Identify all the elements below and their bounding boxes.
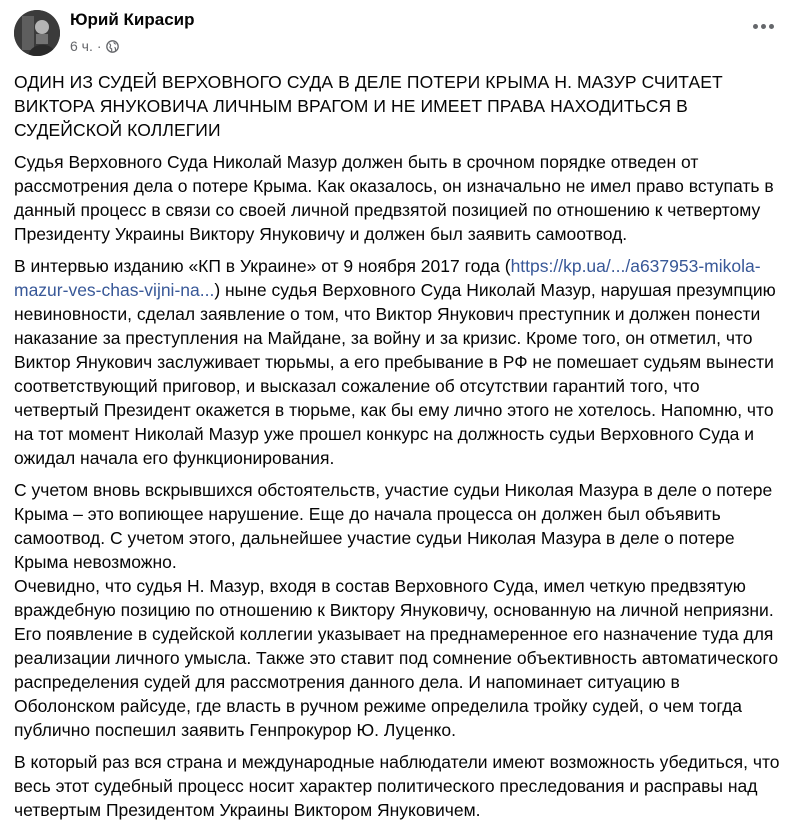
post-header — [14, 0, 784, 66]
article-link[interactable]: https://kp.ua/.../a637953-mikola-mazur-ves-chas-vijni-na... — [14, 256, 761, 300]
author-name[interactable]: Юрий Кирасир — [70, 10, 195, 29]
post-paragraph-4: Очевидно, что судья Н. Мазур, входя в состав Верховного Суда, имел четкую предвзятую враждебную позицию по отношению к Виктору Януковичу, основанную на личной неприязни. Его появление в судейской коллегии указывает на преднамеренное его назначение туда для реализации личного умысла. Также это ставит под сомнение объективность автоматического распределения судей для рассмотрения данного дела. И напоминает ситуацию в Оболонском райсуде, где власть в ручном режиме определила тройку судей, о чем тогда публично поспешил заявить Генпрокурор Ю. Луценко. — [14, 576, 779, 740]
post-paragraph-3: С учетом вновь вскрывшихся обстоятельств, участие судьи Николая Мазура в деле о потере Крыма – это вопиющее нарушение. Еще до начала процесса он должен был объявить самоотвод. С учетом этого, дальнейшее участие судьи Николая Мазура в деле о потере Крыма невозможно. — [14, 480, 773, 572]
avatar[interactable] — [14, 10, 60, 56]
globe-icon[interactable] — [106, 40, 119, 53]
paragraph-2-start: В интервью изданию «КП в Украине» от 9 ноября 2017 года ( — [14, 256, 511, 276]
more-options-button[interactable] — [746, 12, 780, 40]
avatar-photo-icon — [14, 10, 60, 56]
more-dots-icon — [769, 24, 774, 29]
more-dots-icon — [761, 24, 766, 29]
post-meta — [70, 38, 119, 54]
post-paragraph-2 — [14, 254, 784, 470]
post-time[interactable]: 6 ч. — [70, 38, 93, 54]
post-title: ОДИН ИЗ СУДЕЙ ВЕРХОВНОГО СУДА В ДЕЛЕ ПОТЕРИ КРЫМА Н. МАЗУР СЧИТАЕТ ВИКТОРА ЯНУКОВИЧА ЛИЧНЫМ ВРАГОМ И НЕ ИМЕЕТ ПРАВА НАХОДИТЬСЯ В СУДЕЙСКОЙ КОЛЛЕГИИ — [14, 72, 723, 140]
post-paragraph-1: Судья Верховного Суда Николай Мазур должен быть в срочном порядке отведен от рассмотрения дела о потере Крыма. Как оказалось, он изначально не имел право вступать в данный процесс в связи со своей личной предвзятой позицией по отношению к четвертому Президенту Украины Виктору Януковичу и должен был заявить самоотвод. — [14, 152, 774, 244]
more-dots-icon — [753, 24, 758, 29]
post-paragraph-5: В который раз вся страна и международные наблюдатели имеют возможность убедиться, что весь этот судебный процесс носит характер политического преследования и расправы над четвертым Президентом Украины Виктором Януковичем. — [14, 752, 780, 820]
paragraph-2-end: ) ныне судья Верховного Суда Николай Мазур, нарушая презумпцию невиновности, сделал заявление о том, что Виктор Янукович преступник и должен понести наказание за преступления на Майдане, за войну и за кризис. Кроме того, он отметил, что Виктор Янукович заслуживает тюрьмы, а его пребывание в РФ не помешает судьям вынести соответствующий приговор, и высказал сожаление об отсутствии гарантий того, что четвертый Президент окажется в тюрьме, как бы ему лично этого не хотелось. Напомню, что на тот момент Николай Мазур уже прошел конкурс на должность судьи Верховного Суда и ожидал начала его функционирования. — [14, 280, 776, 468]
meta-separator: · — [96, 38, 102, 54]
